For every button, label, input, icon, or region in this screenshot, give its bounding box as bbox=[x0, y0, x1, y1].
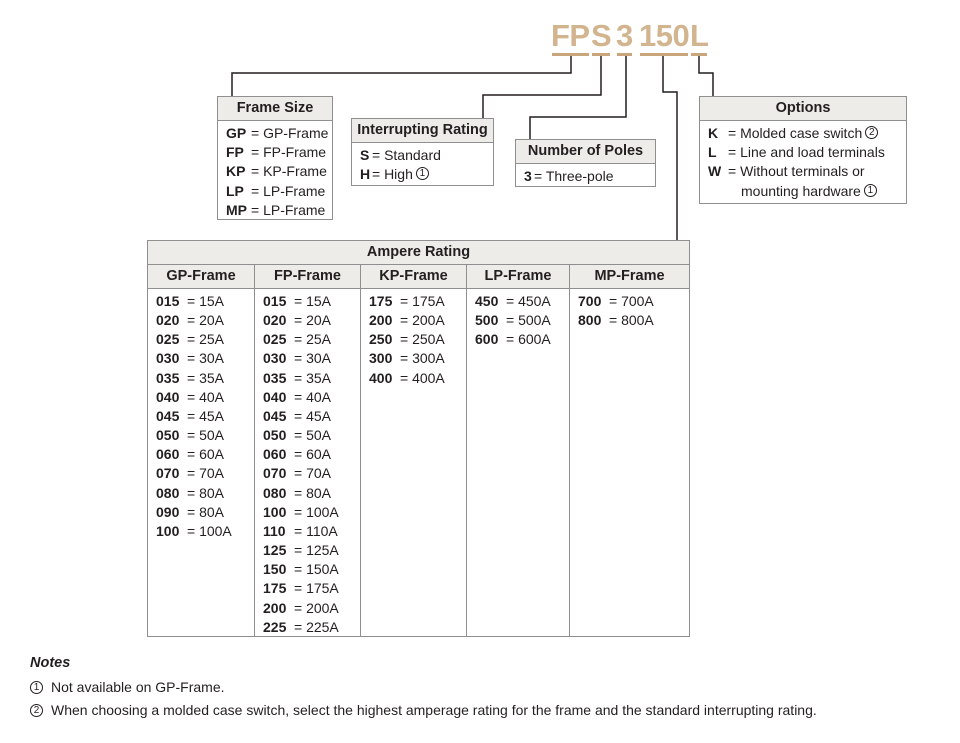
connector-ampere-rating bbox=[663, 55, 677, 240]
item-description: = 700A bbox=[609, 293, 654, 309]
item-code: 070 bbox=[156, 465, 180, 482]
item-description: = 300A bbox=[400, 350, 445, 367]
item-code: 080 bbox=[263, 484, 287, 501]
item-code: 175 bbox=[263, 580, 287, 597]
list-item bbox=[369, 369, 466, 388]
item-code: 015 bbox=[156, 293, 180, 309]
item-description: = 80A bbox=[187, 484, 224, 501]
column-header: KP-Frame bbox=[361, 265, 466, 289]
list-item bbox=[156, 388, 254, 407]
code-part-interrupting-rating: S bbox=[591, 18, 611, 54]
list-item bbox=[226, 124, 332, 143]
list-item bbox=[263, 407, 360, 426]
list-item bbox=[156, 522, 254, 541]
item-description: = LP-Frame bbox=[251, 182, 326, 199]
item-code: 020 bbox=[156, 312, 180, 329]
list-item bbox=[369, 349, 466, 368]
item-code: 040 bbox=[156, 388, 180, 405]
ampere-column-gp-frame bbox=[148, 265, 255, 636]
item-description: = 500A bbox=[506, 312, 551, 329]
item-description: = KP-Frame bbox=[251, 163, 327, 180]
item-code: 070 bbox=[263, 465, 287, 482]
item-description: = 70A bbox=[187, 465, 224, 482]
item-description: mounting hardware bbox=[741, 182, 861, 199]
number-of-poles-list bbox=[516, 164, 655, 186]
item-description: = 60A bbox=[187, 446, 224, 463]
list-item bbox=[263, 579, 360, 598]
list-item bbox=[369, 311, 466, 330]
number-of-poles-title: Number of Poles bbox=[516, 140, 655, 164]
list-item bbox=[263, 349, 360, 368]
item-description: = 80A bbox=[187, 503, 224, 520]
connector-interrupting-rating bbox=[483, 55, 601, 118]
item-code: 600 bbox=[475, 331, 499, 348]
item-description: = 110A bbox=[294, 522, 338, 539]
options-list bbox=[700, 121, 906, 201]
list-item bbox=[263, 503, 360, 522]
note-1 bbox=[30, 679, 225, 695]
connector-frame-size bbox=[232, 55, 571, 96]
item-description: = 125A bbox=[294, 542, 339, 559]
item-code: 030 bbox=[156, 350, 180, 367]
note-2 bbox=[30, 702, 817, 718]
item-code: 250 bbox=[369, 331, 393, 348]
list-item bbox=[263, 560, 360, 579]
interrupting-rating-list bbox=[352, 143, 493, 184]
list-item bbox=[156, 292, 254, 311]
item-description: = 40A bbox=[294, 388, 331, 405]
ampere-column-mp-frame bbox=[570, 265, 689, 636]
item-description: = 60A bbox=[294, 446, 331, 463]
note-marker-1: 1 bbox=[30, 681, 43, 694]
item-code: 200 bbox=[369, 312, 393, 329]
column-header: MP-Frame bbox=[570, 265, 689, 289]
list-item bbox=[156, 484, 254, 503]
list-item bbox=[369, 292, 466, 311]
column-body bbox=[148, 289, 254, 541]
list-item bbox=[263, 484, 360, 503]
item-description: = 35A bbox=[187, 369, 224, 386]
item-code: GP bbox=[226, 125, 247, 141]
item-code: 060 bbox=[156, 446, 180, 463]
item-code: 125 bbox=[263, 542, 287, 559]
item-code: S bbox=[360, 147, 370, 163]
list-item bbox=[156, 311, 254, 330]
code-part-options: L bbox=[690, 18, 708, 54]
item-code: 015 bbox=[263, 293, 287, 309]
list-item bbox=[226, 201, 332, 220]
item-code: 300 bbox=[369, 350, 393, 367]
item-description: = FP-Frame bbox=[251, 144, 327, 161]
item-description: = 800A bbox=[609, 312, 654, 329]
list-item bbox=[156, 330, 254, 349]
list-item bbox=[226, 143, 332, 162]
connector-options bbox=[699, 55, 713, 96]
item-description: = 600A bbox=[506, 331, 551, 348]
list-item bbox=[360, 165, 493, 184]
list-item bbox=[475, 292, 569, 311]
item-description: = 20A bbox=[294, 312, 331, 329]
item-code: 080 bbox=[156, 484, 180, 501]
item-description: = 250A bbox=[400, 331, 445, 348]
item-code: 045 bbox=[156, 407, 180, 424]
item-description: = 200A bbox=[400, 312, 445, 329]
item-description: = 225A bbox=[294, 618, 339, 635]
list-item bbox=[263, 311, 360, 330]
item-description: = 400A bbox=[400, 369, 445, 386]
item-description: = 100A bbox=[294, 503, 339, 520]
item-code: MP bbox=[226, 201, 247, 218]
item-description: = 40A bbox=[187, 388, 224, 405]
item-description: = 15A bbox=[187, 293, 224, 309]
item-code: FP bbox=[226, 144, 244, 161]
item-code: 100 bbox=[263, 503, 287, 520]
item-code: 040 bbox=[263, 388, 287, 405]
list-item bbox=[263, 618, 360, 637]
list-item bbox=[524, 167, 655, 186]
item-description: = 50A bbox=[294, 427, 331, 444]
list-item bbox=[708, 162, 906, 181]
item-description: = GP-Frame bbox=[251, 125, 329, 141]
column-body bbox=[361, 289, 466, 388]
item-description: = 50A bbox=[187, 427, 224, 444]
list-item bbox=[156, 503, 254, 522]
item-code: W bbox=[708, 163, 722, 180]
item-description: = Line and load terminals bbox=[728, 144, 885, 161]
item-code: 060 bbox=[263, 446, 287, 463]
options-box bbox=[699, 96, 907, 204]
item-description: = 15A bbox=[294, 293, 331, 309]
item-code: 100 bbox=[156, 522, 180, 539]
item-description: = 175A bbox=[400, 293, 445, 309]
code-part-number-of-poles: 3 bbox=[616, 18, 633, 54]
item-description: = High bbox=[372, 166, 413, 183]
item-description: = 100A bbox=[187, 522, 232, 539]
item-code: 150 bbox=[263, 561, 287, 578]
note-text-1: Not available on GP-Frame. bbox=[51, 679, 225, 695]
list-item bbox=[263, 445, 360, 464]
list-item bbox=[369, 330, 466, 349]
ampere-rating-columns bbox=[148, 265, 689, 636]
list-item bbox=[708, 124, 906, 143]
item-code: 035 bbox=[263, 369, 287, 386]
item-description: = 200A bbox=[294, 599, 339, 616]
list-item bbox=[708, 182, 906, 201]
list-item bbox=[263, 388, 360, 407]
ampere-column-lp-frame bbox=[467, 265, 570, 636]
item-description: = LP-Frame bbox=[251, 201, 326, 218]
item-code: 035 bbox=[156, 369, 180, 386]
list-item bbox=[156, 445, 254, 464]
list-item bbox=[263, 292, 360, 311]
list-item bbox=[475, 330, 569, 349]
item-description: = 20A bbox=[187, 312, 224, 329]
footnote-marker: 1 bbox=[864, 184, 877, 197]
item-code: 110 bbox=[263, 522, 286, 539]
list-item bbox=[156, 369, 254, 388]
item-code: KP bbox=[226, 163, 246, 180]
ampere-column-fp-frame bbox=[255, 265, 361, 636]
ampere-rating-title: Ampere Rating bbox=[148, 241, 689, 265]
item-description: = 30A bbox=[294, 350, 331, 367]
column-body bbox=[570, 289, 689, 330]
note-marker-2: 2 bbox=[30, 704, 43, 717]
list-item bbox=[263, 599, 360, 618]
item-code: 225 bbox=[263, 618, 287, 635]
connector-number-of-poles bbox=[530, 55, 626, 139]
item-description: = 150A bbox=[294, 561, 339, 578]
code-part-frame-size: FP bbox=[551, 18, 590, 54]
list-item bbox=[263, 369, 360, 388]
frame-size-title: Frame Size bbox=[218, 97, 332, 121]
item-code: 090 bbox=[156, 503, 180, 520]
list-item bbox=[578, 292, 689, 311]
item-description: = 45A bbox=[294, 407, 331, 424]
item-description: = 25A bbox=[294, 331, 331, 348]
item-code: 3 bbox=[524, 168, 532, 184]
item-description: = 70A bbox=[294, 465, 331, 482]
column-body bbox=[255, 289, 360, 637]
item-description: = Without terminals or bbox=[728, 163, 865, 180]
list-item bbox=[263, 426, 360, 445]
footnote-marker: 1 bbox=[416, 167, 429, 180]
item-code: 400 bbox=[369, 369, 393, 386]
footnote-marker: 2 bbox=[865, 126, 878, 139]
list-item bbox=[263, 464, 360, 483]
code-part-ampere-rating: 150 bbox=[639, 18, 689, 54]
options-title: Options bbox=[700, 97, 906, 121]
list-item bbox=[475, 311, 569, 330]
item-description: = 450A bbox=[506, 293, 551, 309]
list-item bbox=[263, 541, 360, 560]
item-code: 450 bbox=[475, 293, 499, 309]
list-item bbox=[226, 182, 332, 201]
item-code: 025 bbox=[263, 331, 287, 348]
item-code: 800 bbox=[578, 312, 602, 329]
item-code: 050 bbox=[156, 427, 180, 444]
item-description: = Three-pole bbox=[534, 168, 614, 184]
list-item bbox=[360, 146, 493, 165]
item-description: = 35A bbox=[294, 369, 331, 386]
list-item bbox=[263, 330, 360, 349]
ampere-column-kp-frame bbox=[361, 265, 467, 636]
item-code: H bbox=[360, 166, 371, 183]
interrupting-rating-title: Interrupting Rating bbox=[352, 119, 493, 143]
list-item bbox=[156, 426, 254, 445]
column-body bbox=[467, 289, 569, 349]
item-description: = Standard bbox=[372, 147, 441, 163]
item-description: = 45A bbox=[187, 407, 224, 424]
column-header: FP-Frame bbox=[255, 265, 360, 289]
item-code: 700 bbox=[578, 293, 602, 309]
list-item bbox=[263, 522, 360, 541]
item-code: 500 bbox=[475, 312, 499, 329]
column-header: GP-Frame bbox=[148, 265, 254, 289]
item-description: = 25A bbox=[187, 331, 224, 348]
frame-size-box bbox=[217, 96, 333, 220]
item-code: L bbox=[708, 144, 717, 161]
item-code: LP bbox=[226, 182, 244, 199]
list-item bbox=[708, 143, 906, 162]
notes-title: Notes bbox=[30, 655, 71, 671]
item-code: 025 bbox=[156, 331, 180, 348]
item-description: = 80A bbox=[294, 484, 331, 501]
item-code: 050 bbox=[263, 427, 287, 444]
list-item bbox=[156, 349, 254, 368]
item-description: = 30A bbox=[187, 350, 224, 367]
number-of-poles-box bbox=[515, 139, 656, 187]
item-description: = 175A bbox=[294, 580, 339, 597]
ampere-rating-table bbox=[147, 240, 690, 637]
list-item bbox=[226, 162, 332, 181]
interrupting-rating-box bbox=[351, 118, 494, 186]
item-code: K bbox=[708, 125, 719, 141]
item-code: 200 bbox=[263, 599, 287, 616]
item-description: = Molded case switch bbox=[728, 125, 863, 141]
item-code: 020 bbox=[263, 312, 287, 329]
item-code: 030 bbox=[263, 350, 287, 367]
column-header: LP-Frame bbox=[467, 265, 569, 289]
note-text-2: When choosing a molded case switch, select the highest amperage rating for the frame and the standard interrupting rating. bbox=[51, 702, 817, 718]
item-code: 175 bbox=[369, 293, 393, 309]
frame-size-list bbox=[218, 121, 332, 220]
list-item bbox=[156, 464, 254, 483]
list-item bbox=[156, 407, 254, 426]
item-code: 045 bbox=[263, 407, 287, 424]
list-item bbox=[578, 311, 689, 330]
